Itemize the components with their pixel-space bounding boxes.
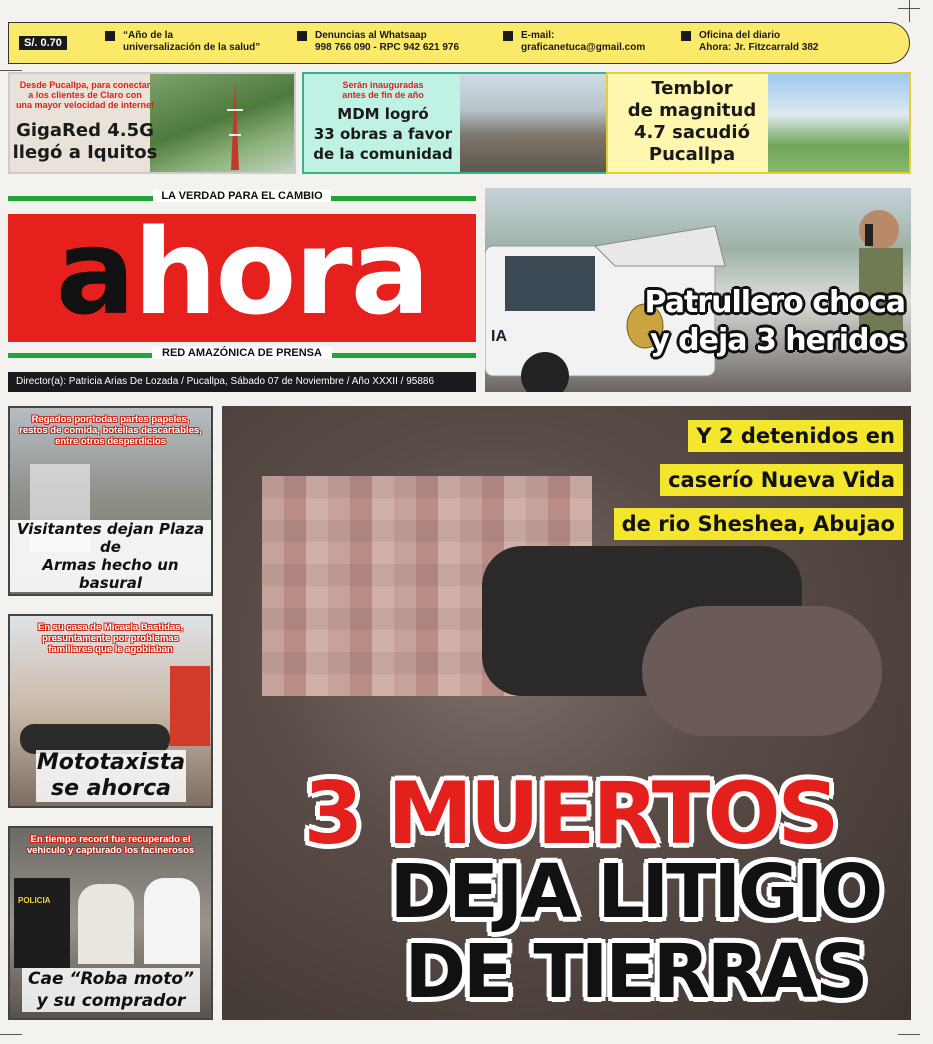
logo-rest: hora xyxy=(133,203,429,341)
subhead-tag: caserío Nueva Vida xyxy=(660,464,903,496)
subhead-tag: de rio Sheshea, Abujao xyxy=(614,508,903,540)
logo-first-letter: a xyxy=(55,203,134,341)
story-roba-moto[interactable] xyxy=(8,826,213,1020)
teaser-kicker: Desde Pucallpa, para conectar a los clientes de Claro con una mayor velocidad de internet xyxy=(15,80,155,110)
email-info xyxy=(503,30,645,54)
teaser-photo xyxy=(768,74,911,174)
car-label: IA xyxy=(491,328,507,345)
subhead-tag: Y 2 detenidos en xyxy=(688,420,903,452)
teaser-headline: MDM logró 33 obras a favor de la comunidad xyxy=(313,105,453,163)
teaser-photo xyxy=(460,74,614,174)
crop-mark xyxy=(898,1034,920,1035)
police-vest-photo: POLICIA xyxy=(14,878,70,968)
side-headline: Visitantes dejan Plaza de Armas hecho un basural xyxy=(10,520,211,592)
motto-line: “Año de la xyxy=(123,30,174,41)
story-main-land-dispute[interactable] xyxy=(222,406,911,1020)
whatsapp-numbers: 998 766 090 - RPC 942 621 976 xyxy=(315,42,459,53)
crop-mark xyxy=(0,1034,22,1035)
director-line: Director(a): Patricia Arias De Lozada / Pucallpa, Sábado 07 de Noviembre / Año XXXII / 95886 xyxy=(8,372,476,392)
whatsapp-label: Denuncias al Whatsaap xyxy=(315,30,427,41)
story-mototaxista[interactable] xyxy=(8,614,213,808)
teaser-headline: GigaRed 4.5G llegó a Iquitos xyxy=(12,120,158,163)
logo xyxy=(8,203,476,342)
teaser-kicker: Serán inauguradas antes de fin de año xyxy=(342,80,424,100)
teaser-headline: Temblor de magnitud 4.7 sacudió Pucallpa xyxy=(627,78,757,165)
police-headline: Patrullero choca y deja 3 heridos xyxy=(644,285,905,358)
whatsapp-info xyxy=(297,30,459,54)
network-name: RED AMAZÓNICA DE PRENSA xyxy=(8,347,476,359)
info-bar xyxy=(8,22,910,64)
email-address: graficanetuca@gmail.com xyxy=(521,42,646,53)
suspect-photo xyxy=(144,878,200,964)
slogan: LA VERDAD PARA EL CAMBIO xyxy=(8,190,476,202)
story-plaza-basural[interactable] xyxy=(8,406,213,596)
office-info xyxy=(681,30,819,54)
teaser-mdm[interactable] xyxy=(302,72,614,174)
leg-shape xyxy=(642,606,882,736)
main-headline-black: DEJA LITIGIO DE TIERRAS xyxy=(389,849,881,1015)
crop-mark xyxy=(0,70,22,71)
side-kicker: En su casa de Micaela Bastidas, presuntamente por problemas familiares que le agobiaban xyxy=(37,622,184,655)
price-badge: S/. 0.70 xyxy=(19,36,67,50)
antenna-tower-icon xyxy=(215,80,255,170)
motto-line: universalización de la salud” xyxy=(123,42,261,53)
side-headline: Mototaxista se ahorca xyxy=(36,750,186,801)
teaser-temblor[interactable] xyxy=(606,72,911,174)
office-label: Oficina del diario xyxy=(699,30,781,41)
motto xyxy=(105,30,260,54)
teaser-gigared[interactable] xyxy=(8,72,296,174)
officer-photo xyxy=(170,666,210,746)
email-label: E-mail: xyxy=(521,30,555,41)
side-headline: Cae “Roba moto” y su comprador xyxy=(22,968,200,1012)
crop-mark xyxy=(909,0,910,22)
suspect-photo xyxy=(78,884,134,964)
side-kicker: En tiempo record fue recuperado el vehículo y capturado los facinerosos xyxy=(26,834,195,856)
story-police-crash[interactable] xyxy=(485,188,911,392)
office-address: Ahora: Jr. Fitzcarrald 382 xyxy=(699,42,819,53)
side-kicker: Regados por todas partes papeles, restos de comida, botellas descartables, entre otros desperdicios xyxy=(19,414,202,447)
main-headline-red: 3 MUERTOS xyxy=(303,764,837,864)
